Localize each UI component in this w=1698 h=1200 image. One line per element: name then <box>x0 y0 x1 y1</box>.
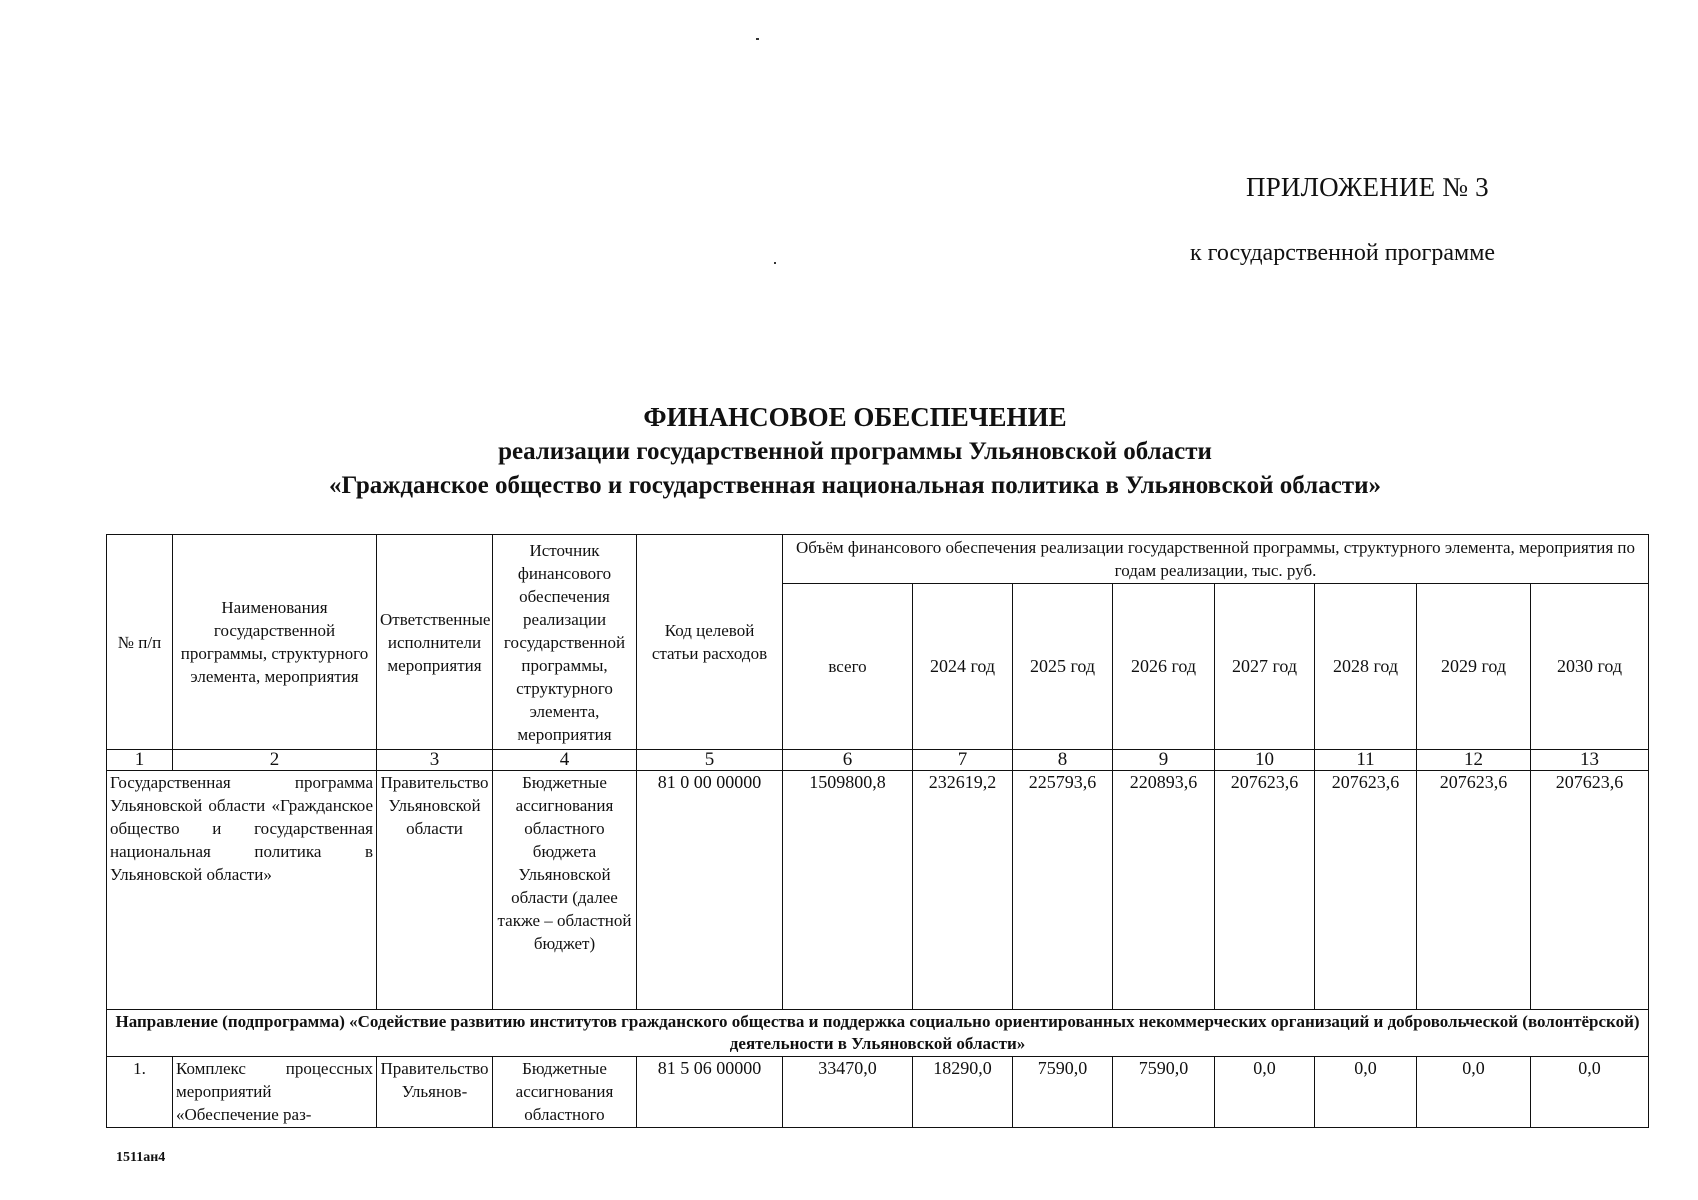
header-num: № п/п <box>107 535 173 750</box>
column-number: 11 <box>1315 750 1417 771</box>
value-year-cell: 207623,6 <box>1315 771 1417 1010</box>
column-number: 6 <box>783 750 913 771</box>
column-number: 13 <box>1531 750 1649 771</box>
document-title: ФИНАНСОВОЕ ОБЕСПЕЧЕНИЕ <box>643 402 1067 432</box>
document-code: 1511ан4 <box>116 1150 166 1165</box>
header-row <box>107 535 1649 584</box>
responsible-cell: Правительство Ульянов- <box>377 1057 493 1128</box>
column-number: 2 <box>173 750 377 771</box>
header-year: 2025 год <box>1013 584 1113 750</box>
column-numbers-row <box>107 750 1649 771</box>
value-year-cell: 225793,6 <box>1013 771 1113 1010</box>
code-cell: 81 0 00 00000 <box>637 771 783 1010</box>
scan-speck <box>756 38 759 40</box>
value-year-cell: 207623,6 <box>1215 771 1315 1010</box>
column-number: 1 <box>107 750 173 771</box>
financing-table <box>106 534 1649 1128</box>
value-year-cell: 207623,6 <box>1417 771 1531 1010</box>
header-source: Источник финансового обеспечения реализации государственной программы, структурного элемента, мероприятия <box>493 535 637 750</box>
value-year-cell: 18290,0 <box>913 1057 1013 1128</box>
direction-cell: Направление (подпрограмма) «Содействие развитию институтов гражданского общества и поддержка социально ориентированных некоммерческих организаций и добровольческой (волонтёрской) деятельности в Ульяновской области» <box>107 1010 1649 1057</box>
annex-subtitle: к государственной программе <box>1190 240 1496 266</box>
value-year-cell: 7590,0 <box>1113 1057 1215 1128</box>
value-year-cell: 0,0 <box>1531 1057 1649 1128</box>
column-number: 4 <box>493 750 637 771</box>
table-row <box>107 771 1649 1010</box>
value-year-cell: 207623,6 <box>1531 771 1649 1010</box>
header-year: 2029 год <box>1417 584 1531 750</box>
column-number: 3 <box>377 750 493 771</box>
column-number: 7 <box>913 750 1013 771</box>
column-number: 10 <box>1215 750 1315 771</box>
header-code: Код целевой статьи расходов <box>637 535 783 750</box>
value-year-cell: 0,0 <box>1215 1057 1315 1128</box>
value-year-cell: 0,0 <box>1417 1057 1531 1128</box>
annex-title: ПРИЛОЖЕНИЕ № 3 <box>1246 172 1489 202</box>
header-total: всего <box>783 584 913 750</box>
header-year: 2024 год <box>913 584 1013 750</box>
responsible-cell: Правительство Ульяновской области <box>377 771 493 1010</box>
program-name-title: «Гражданское общество и государственная национальная политика в Ульяновской области» <box>329 472 1381 499</box>
value-year-cell: 7590,0 <box>1013 1057 1113 1128</box>
column-number: 12 <box>1417 750 1531 771</box>
value-total-cell: 1509800,8 <box>783 771 913 1010</box>
program-name-cell: Государственная программа Ульяновской области «Гражданское общество и государственная национальная политика в Ульяновской области» <box>107 771 377 1010</box>
column-number: 8 <box>1013 750 1113 771</box>
code-cell: 81 5 06 00000 <box>637 1057 783 1128</box>
header-year: 2027 год <box>1215 584 1315 750</box>
row-name-cell: Комплекс процессных мероприятий «Обеспечение раз- <box>173 1057 377 1128</box>
header-year: 2028 год <box>1315 584 1417 750</box>
value-total-cell: 33470,0 <box>783 1057 913 1128</box>
source-cell: Бюджетные ассигнования областного бюджета Ульяновской области (далее также – областной бюджет) <box>493 771 637 1010</box>
value-year-cell: 220893,6 <box>1113 771 1215 1010</box>
scan-speck <box>774 262 776 264</box>
column-number: 5 <box>637 750 783 771</box>
source-cell: Бюджетные ассигнования областного <box>493 1057 637 1128</box>
header-year: 2030 год <box>1531 584 1649 750</box>
row-num-cell: 1. <box>107 1057 173 1128</box>
header-year: 2026 год <box>1113 584 1215 750</box>
document-subtitle: реализации государственной программы Ульяновской области <box>498 438 1212 465</box>
column-number: 9 <box>1113 750 1215 771</box>
table-row <box>107 1057 1649 1128</box>
header-responsible: Ответственные исполнители мероприятия <box>377 535 493 750</box>
header-name: Наименования государственной программы, структурного элемента, мероприятия <box>173 535 377 750</box>
direction-row <box>107 1010 1649 1057</box>
value-year-cell: 232619,2 <box>913 771 1013 1010</box>
value-year-cell: 0,0 <box>1315 1057 1417 1128</box>
header-volume-group: Объём финансового обеспечения реализации государственной программы, структурного элемента, мероприятия по годам реализации, тыс. руб. <box>783 535 1649 584</box>
